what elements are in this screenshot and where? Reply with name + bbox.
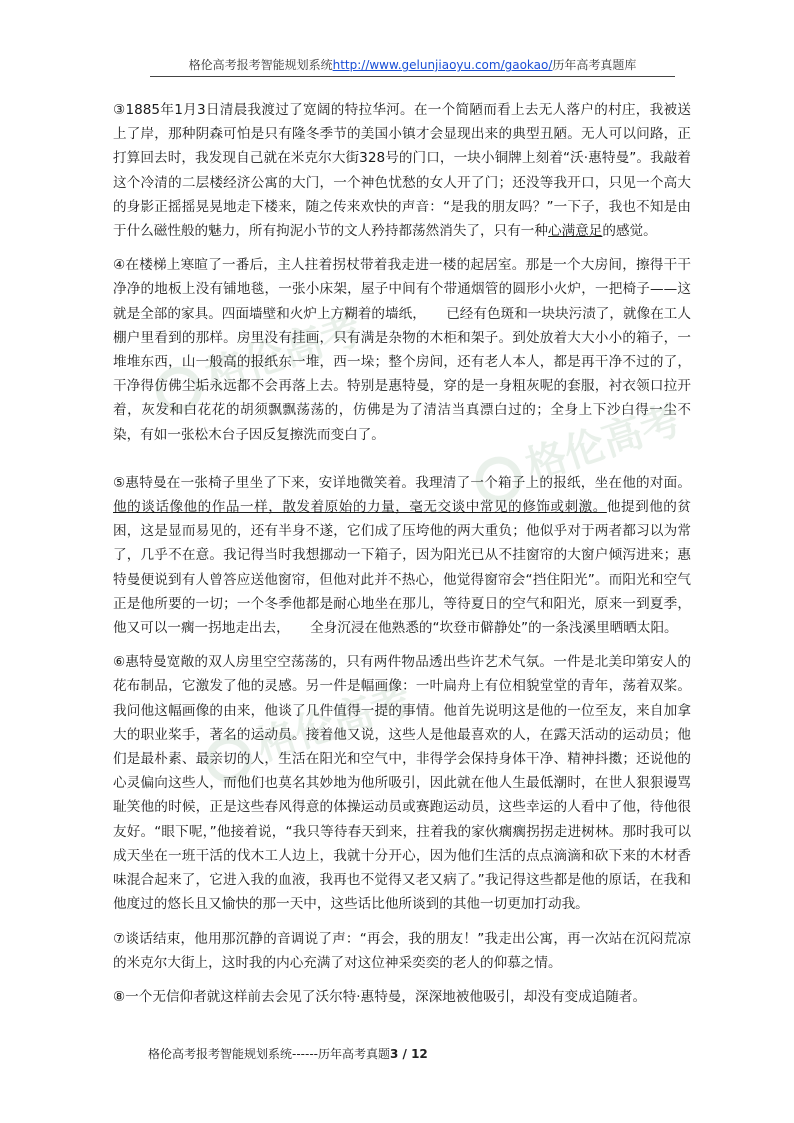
watermark-text: 格伦高考 bbox=[250, 676, 417, 771]
header-suffix: 历年高考真题库 bbox=[552, 58, 637, 72]
page-header bbox=[150, 56, 675, 73]
paragraph-3-text: ③1885年1月3日清晨我渡过了宽阔的特拉华河。在一个简陋而看上去无人落户的村庄，我被送上了岸，那种阴森可怕是只有隆冬季节的美国小镇才会显现出来的典型丑陋。无人可以问路，正打算回去时，我发现自己就在米克尔大街328号的门口，一块小铜牌上刻着“沃·惠特曼”。我敲着这个冷清的二层楼经济公寓的大门，一个神色忧愁的女人开了门；还没等我开口，只见一个高大的身影正摇摇晃晃地走下楼来，随之传来欢快的声音：“是我的朋友吗？”一下子，我也不知是由于什么磁性般的魅力，所有拘泥小节的文人矜持都荡然消失了，只有一种 bbox=[113, 102, 691, 240]
footer-text: 格伦高考报考智能规划系统------历年高考真题 bbox=[148, 1047, 390, 1061]
watermark-text: 格伦高考 bbox=[200, 306, 367, 401]
paragraph-4: ④在楼梯上寒暄了一番后，主人拄着拐杖带着我走进一楼的起居室。那是一个大房间，擦得干干净净的地板上没有铺地毯，一张小床架，屋子中间有个带通烟管的圆形小火炉，一把椅子——这就是全部的家具。四面墙壁和火炉上方糊着的墙纸， 已经有色斑和一块块污渍了，就像在工人棚户里看到的那样。房里没有挂画，只有满是杂物的木柜和架子。到处放着大大小小的箱子，一堆堆东西，山一般高的报纸东一堆，西一垛；整个房间，还有老人本人，都是再干净不过的了，干净得仿佛尘垢永远都不会再落上去。特别是惠特曼，穿的是一身粗灰呢的套服，衬衣领口拉开着，灰发和白花花的胡须飘飘荡荡的，仿佛是为了清洁当真漂白过的；全身上下沙白得一尘不染，有如一张松木台子因反复擦洗而变白了。 bbox=[113, 257, 691, 443]
header-divider bbox=[150, 76, 675, 77]
paragraph-5-end: 他提到他的贫困，这是显而易见的，还有半身不遂，它们成了压垮他的两大重负；他似乎对于两者都习以为常了，几乎不在意。我记得当时我想挪动一下箱子，因为阳光已从不挂窗帘的大窗户倾泻进来；惠特曼便说到有人曾答应送他窗帘，但他对此并不热心，他觉得窗帘会“挡住阳光”。而阳光和空气正是他所要的一切；一个冬季他都是耐心地坐在那儿，等待夏日的空气和阳光，原来一到夏季，他又可以一瘸一拐地走出去， 全身沉浸在他熟悉的“坎登市僻静处”的一条浅溪里晒晒太阳。 bbox=[113, 499, 692, 637]
header-prefix: 格伦高考报考智能规划系统 bbox=[188, 58, 333, 72]
paragraph-6: ⑥惠特曼宽敞的双人房里空空荡荡的，只有两件物品透出些许艺术气氛。一件是北美印第安人的花布制品，它激发了他的灵感。另一件是幅画像：一叶扁舟上有位相貌堂堂的青年，荡着双桨。我问他这幅画像的由来，他谈了几件值得一提的事情。他首先说明这是他的一位至友，来自加拿大的职业桨手，著名的运动员。接着他又说，这些人是他最喜欢的人，在露天活动的运动员；他们是最朴素、最亲切的人，生活在阳光和空气中，非得学会保持身体干净、精神抖擞；还说他的心灵偏向这些人，而他们也莫名其妙地为他所吸引，因此就在他人生最低潮时，在世人狠狠谩骂耻笑他的时候，正是这些春风得意的体操运动员或赛跑运动员，这些幸运的人看中了他，待他很友好。“眼下呢，”他接着说，“我只等待春天到来，拄着我的家伙瘸瘸拐拐走进树林。那时我可以成天坐在一班干活的伐木工人边上，我就十分开心，因为他们生活的点点滴滴和砍下来的木材香味混合起来了，它进入我的血液，我再也不觉得又老又病了。”我记得这些都是他的原话，在我和他度过的悠长且又愉快的那一天中，这些话比他所谈到的其他一切更加打动我。 bbox=[113, 654, 691, 913]
paragraph-gap bbox=[113, 457, 691, 471]
article-body bbox=[113, 98, 691, 1019]
watermark-text: 格伦高考 bbox=[520, 396, 687, 491]
underlined-sentence: 他的谈话像他的作品一样，散发着原始的力量，毫无交谈中常见的修饰或刺激。 bbox=[113, 499, 607, 516]
page-number: 3 / 12 bbox=[389, 1047, 428, 1061]
paragraph-5-start: ⑤惠特曼在一张椅子里坐了下来，安详地微笑着。我理清了一个箱子上的报纸，坐在他的对面。 bbox=[113, 474, 691, 491]
paragraph-8: ⑧一个无信仰者就这样前去会见了沃尔特·惠特曼，深深地被他吸引，却没有变成追随者。 bbox=[113, 988, 647, 1005]
underlined-phrase: 心满意足 bbox=[548, 223, 603, 240]
page-footer bbox=[148, 1045, 568, 1062]
header-link[interactable]: http://www.gelunjiaoyu.com/gaokao/ bbox=[332, 58, 553, 72]
paragraph-7: ⑦谈话结束，他用那沉静的音调说了声：“再会，我的朋友！”我走出公寓，再一次站在沉闷荒凉的米克尔大街上，这时我的内心充满了对这位神采奕奕的老人的仰慕之情。 bbox=[113, 930, 691, 971]
paragraph-5 bbox=[113, 471, 691, 640]
paragraph-3-end: 的感觉。 bbox=[602, 223, 657, 240]
paragraph-3 bbox=[113, 98, 691, 243]
